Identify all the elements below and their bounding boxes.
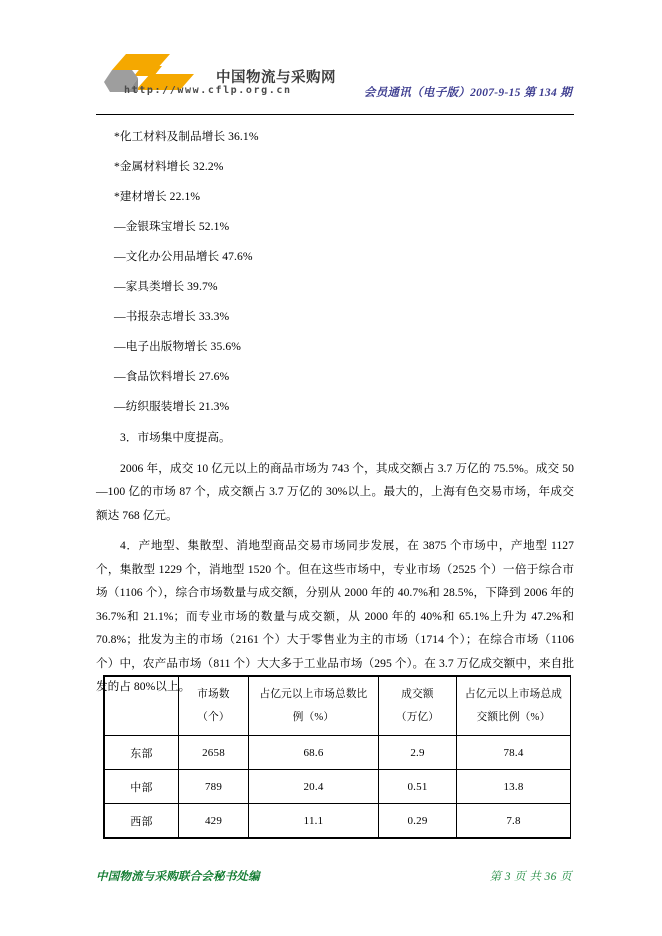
page-footer bbox=[96, 868, 574, 888]
table-header-cell-turnover: 成交额 （万亿） bbox=[379, 677, 457, 736]
bullet-item: —纺织服装增长 21.3% bbox=[114, 400, 230, 413]
table-cell-turnover: 2.9 bbox=[379, 736, 457, 770]
table-cell-market-pct: 11.1 bbox=[249, 804, 379, 838]
table-cell-turnover-pct: 13.8 bbox=[457, 770, 571, 804]
table-cell-region: 西部 bbox=[105, 804, 179, 838]
table-cell-markets: 789 bbox=[179, 770, 249, 804]
table-cell-turnover: 0.51 bbox=[379, 770, 457, 804]
table-cell-market-pct: 20.4 bbox=[249, 770, 379, 804]
section-3-heading: 3．市场集中度提高。 bbox=[120, 431, 231, 444]
bullet-item: *建材增长 22.1% bbox=[114, 190, 201, 203]
table-header-row bbox=[105, 677, 571, 736]
logo-site-url: http://www.cflp.org.cn bbox=[124, 85, 292, 96]
table-row bbox=[105, 736, 571, 770]
site-logo bbox=[104, 52, 366, 104]
regional-market-table bbox=[104, 676, 570, 838]
table-cell-turnover-pct: 7.8 bbox=[457, 804, 571, 838]
document-body bbox=[96, 122, 574, 699]
footer-page-number: 第 3 页 共 36 页 bbox=[489, 871, 572, 883]
header-issue-line: 会员通讯（电子版）2007-9-15 第 134 期 bbox=[363, 87, 572, 99]
bullet-item: —电子出版物增长 35.6% bbox=[114, 340, 241, 353]
table-cell-markets: 429 bbox=[179, 804, 249, 838]
table-row bbox=[105, 804, 571, 838]
page-header bbox=[96, 46, 574, 114]
table-row bbox=[105, 770, 571, 804]
table-cell-market-pct: 68.6 bbox=[249, 736, 379, 770]
table-cell-turnover-pct: 78.4 bbox=[457, 736, 571, 770]
table-header-cell-market-pct: 占亿元以上市场总数比 例（%） bbox=[249, 677, 379, 736]
logo-site-name: 中国物流与采购网 bbox=[216, 70, 336, 86]
section-3-paragraph: 2006 年，成交 10 亿元以上的商品市场为 743 个，其成交额占 3.7 万亿的 75.5%。成交 50—100 亿的市场 87 个，成交额占 3.7 万亿的 30%以上。最大的，上海有色交易市场，年成交额达 768 亿元。 bbox=[96, 461, 574, 522]
table-header-cell-markets: 市场数 （个） bbox=[179, 677, 249, 736]
table-header-cell-turnover-pct: 占亿元以上市场总成 交额比例（%） bbox=[457, 677, 571, 736]
bullet-item: —文化办公用品增长 47.6% bbox=[114, 250, 253, 263]
header-divider bbox=[96, 114, 574, 115]
table-cell-region: 中部 bbox=[105, 770, 179, 804]
table-cell-turnover: 0.29 bbox=[379, 804, 457, 838]
bullet-item: —金银珠宝增长 52.1% bbox=[114, 220, 230, 233]
table-cell-markets: 2658 bbox=[179, 736, 249, 770]
bullet-item: —家具类增长 39.7% bbox=[114, 280, 218, 293]
bullet-item: —书报杂志增长 33.3% bbox=[114, 310, 230, 323]
bullet-item: *金属材料增长 32.2% bbox=[114, 160, 224, 173]
footer-publisher: 中国物流与采购联合会秘书处编 bbox=[96, 871, 260, 883]
bullet-item: —食品饮料增长 27.6% bbox=[114, 370, 230, 383]
bullet-item: *化工材料及制品增长 36.1% bbox=[114, 130, 259, 143]
table-cell-region: 东部 bbox=[105, 736, 179, 770]
section-4-paragraph: 4．产地型、集散型、消地型商品交易市场同步发展，在 3875 个市场中，产地型 1127 个，集散型 1229 个，消地型 1520 个。但在这些市场中，专业市场（2525 个）一倍于综合市场（1106 个），综合市场数量与成交额，分别从 2000 年的 40.7%和 28.5%，下降到 2006 年的 36.7%和 21.1%；而专业市场的数量与成交额，从 2000 年的 40%和 65.1%上升为 47.2%和 70.8%；批发为主的市场（2161 个）大于零售业为主的市场（1714 个）；在综合市场（1106 个）中，农产品市场（811 个）大大多于工业品市场（295 个）。在 3.7 万亿成交额中，来自批发的占 80%以上。 bbox=[96, 539, 574, 693]
table-header-cell-region bbox=[105, 677, 179, 736]
